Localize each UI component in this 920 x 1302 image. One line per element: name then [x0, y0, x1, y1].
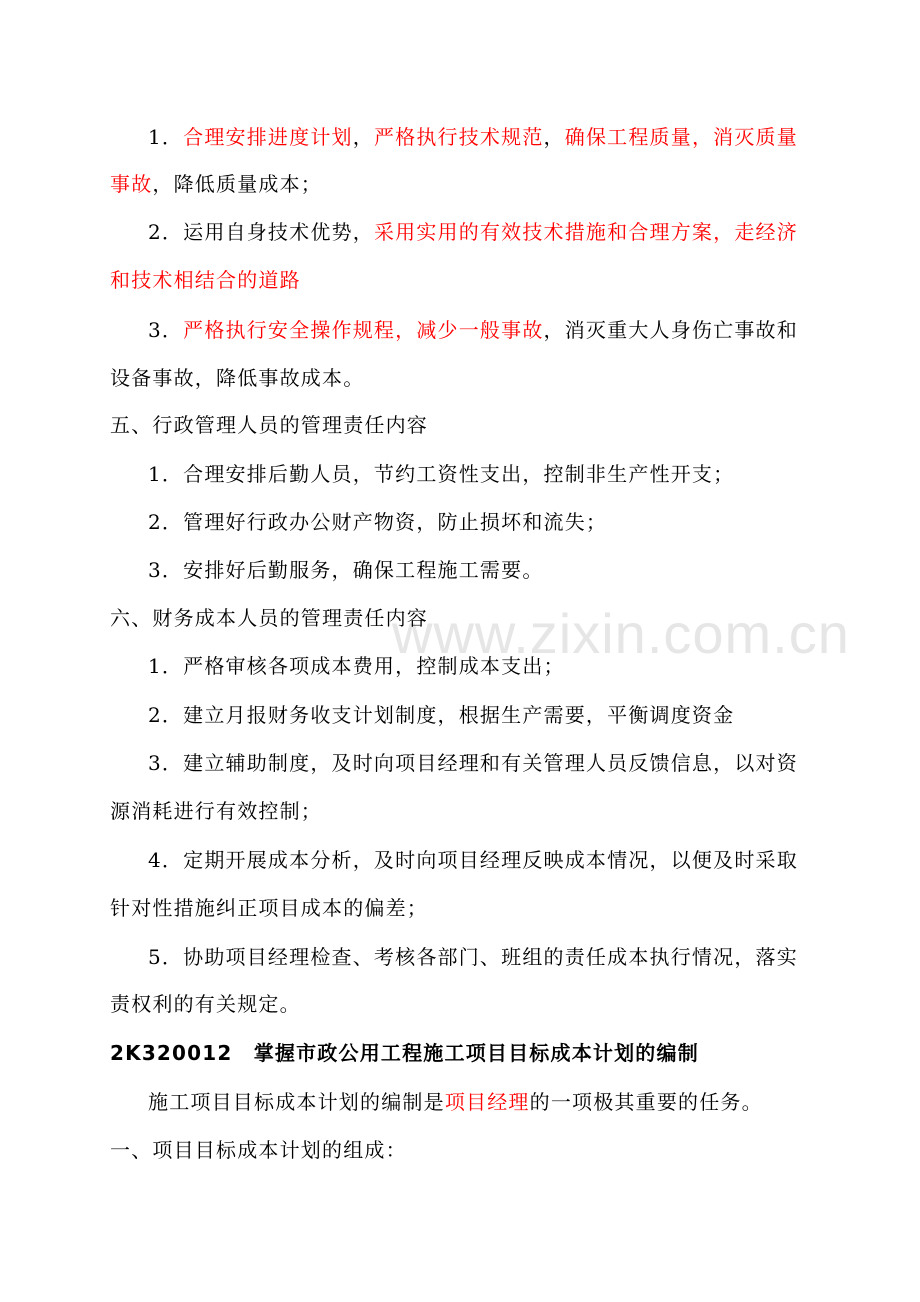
- text-line: [148, 703, 734, 727]
- text-segment: ，: [352, 125, 374, 149]
- text-segment: 1．严格审核各项成本费用，控制成本支出；: [148, 654, 565, 678]
- text-segment: ，: [543, 125, 565, 149]
- text-segment: 确保工程质量，消灭质量: [564, 125, 798, 149]
- text-segment: 责权利的有关规定。: [110, 992, 301, 1016]
- text-line: [110, 799, 322, 823]
- text-segment: 5．协助项目经理检查、考核各部门、班组的责任成本执行情况，落实: [148, 945, 798, 969]
- text-segment: 一、项目目标成本计划的组成：: [110, 1138, 407, 1162]
- text-segment: ，降低质量成本；: [152, 172, 323, 196]
- section-heading: [110, 606, 428, 630]
- text-segment: 2．建立月报财务收支计划制度，根据生产需要，平衡调度资金: [148, 703, 735, 727]
- text-segment: 3．建立辅助制度，及时向项目经理和有关管理人员反馈信息，以对资: [148, 751, 798, 775]
- text-segment: 1．合理安排后勤人员，节约工资性支出，控制非生产性开支；: [148, 462, 735, 486]
- text-segment: ，消灭重大人身伤亡事故和: [543, 318, 798, 342]
- text-line: [110, 268, 301, 292]
- text-segment: 4．定期开展成本分析，及时向项目经理反映成本情况，以便及时采取: [148, 848, 798, 872]
- subsection-heading: [110, 1041, 699, 1065]
- text-segment: 严格执行技术规范: [373, 125, 544, 149]
- text-line: [110, 896, 428, 920]
- text-line: [110, 366, 364, 390]
- watermark: www.zixin.com.cn: [392, 602, 850, 665]
- text-segment: 3．: [148, 318, 184, 342]
- text-segment: 和技术相结合的道路: [110, 268, 301, 292]
- text-segment: 的一项极其重要的任务。: [529, 1090, 763, 1114]
- text-segment: 采用实用的有效技术措施和合理方案，走经济: [373, 220, 798, 244]
- text-line: [148, 510, 607, 534]
- text-line: [148, 462, 734, 486]
- text-segment: 2．管理好行政办公财产物资，防止损坏和流失；: [148, 510, 608, 534]
- text-line: [148, 318, 798, 342]
- text-segment: 3．安排好后勤服务，确保工程施工需要。: [148, 558, 544, 582]
- text-segment: 针对性措施纠正项目成本的偏差；: [110, 896, 428, 920]
- text-segment: 2K320012 掌握市政公用工程施工项目目标成本计划的编制: [110, 1041, 699, 1065]
- text-segment: 严格执行安全操作规程，减少一般事故: [183, 318, 544, 342]
- text-line: [148, 945, 798, 969]
- text-segment: 项目经理: [444, 1090, 530, 1114]
- text-line: [148, 558, 544, 582]
- section-heading: [110, 1138, 407, 1162]
- section-heading: [110, 413, 428, 437]
- text-line: [148, 751, 798, 775]
- text-line: [148, 848, 798, 872]
- text-line: [110, 992, 301, 1016]
- text-segment: 事故: [110, 172, 153, 196]
- text-line: [148, 220, 798, 244]
- text-line: [148, 1090, 763, 1114]
- text-segment: 六、财务成本人员的管理责任内容: [110, 606, 428, 630]
- text-line: [148, 125, 798, 149]
- text-segment: 2．运用自身技术优势，: [148, 220, 374, 244]
- text-line: [148, 654, 565, 678]
- text-segment: 源消耗进行有效控制；: [110, 799, 322, 823]
- text-segment: 合理安排进度计划: [183, 125, 353, 149]
- text-segment: 1．: [148, 125, 184, 149]
- text-segment: 五、行政管理人员的管理责任内容: [110, 413, 428, 437]
- text-segment: 施工项目目标成本计划的编制是: [148, 1090, 445, 1114]
- text-segment: 设备事故，降低事故成本。: [110, 366, 365, 390]
- text-line: [110, 172, 322, 196]
